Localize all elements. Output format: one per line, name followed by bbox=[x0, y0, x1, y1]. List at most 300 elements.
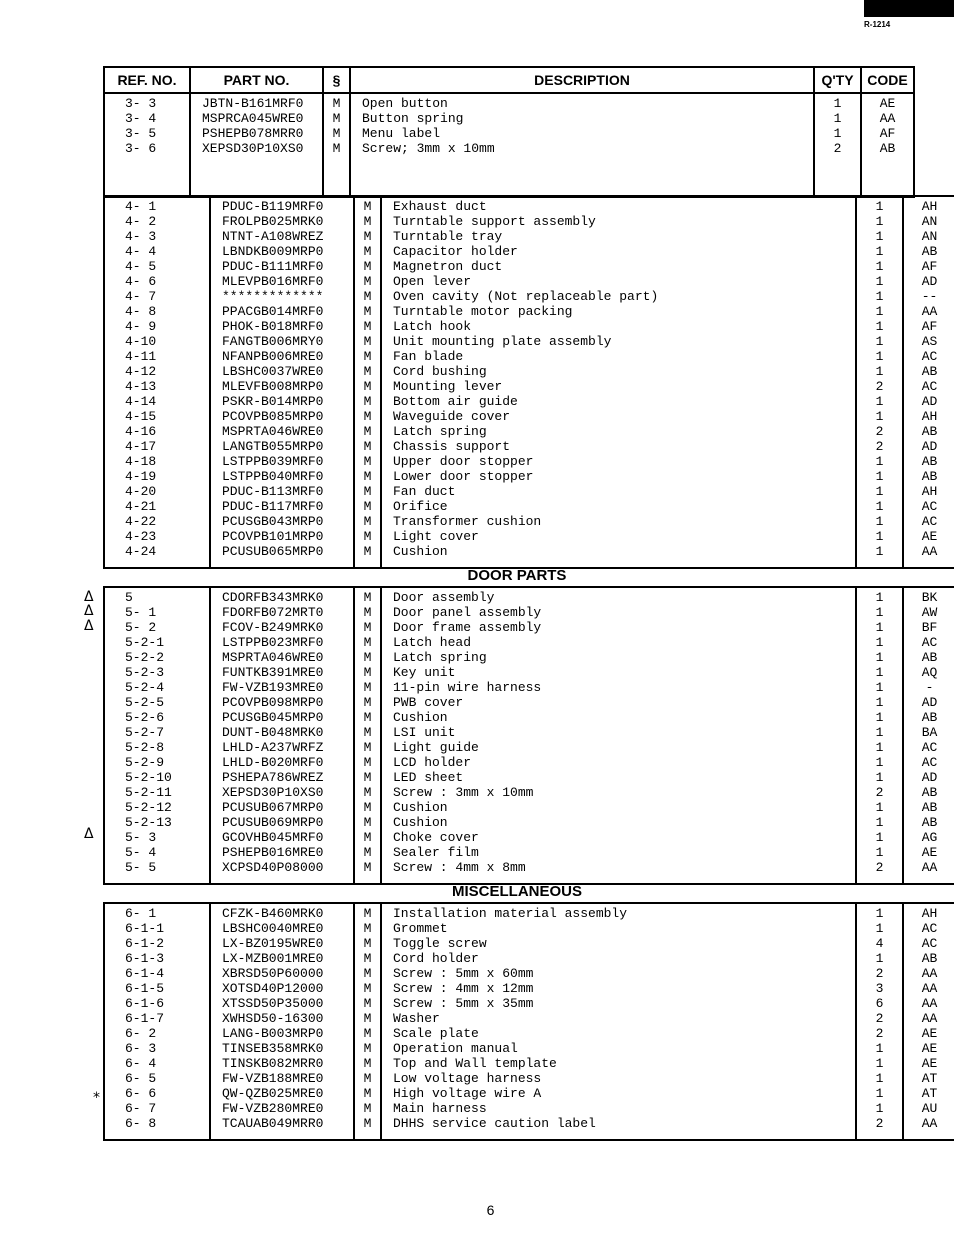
section-cell: M bbox=[354, 903, 381, 921]
empty-cell bbox=[104, 172, 190, 180]
ref-no-cell: 4- 7 bbox=[104, 289, 210, 304]
code-cell: AG bbox=[903, 830, 954, 845]
section-cell: M bbox=[354, 860, 381, 875]
table-row bbox=[104, 454, 954, 469]
table-row bbox=[104, 815, 954, 830]
qty-cell: 1 bbox=[856, 409, 903, 424]
table-row bbox=[104, 755, 954, 770]
part-no-cell: ************* bbox=[210, 289, 354, 304]
table-row bbox=[104, 424, 954, 439]
table-row bbox=[104, 1101, 954, 1116]
part-no-cell: LBSHC0040MRE0 bbox=[210, 921, 354, 936]
empty-cell bbox=[350, 180, 814, 188]
part-no-cell: LHLD-B020MRF0 bbox=[210, 755, 354, 770]
section-cell: M bbox=[354, 770, 381, 785]
table-row bbox=[104, 111, 914, 126]
code-cell: AS bbox=[903, 334, 954, 349]
section-cell: M bbox=[354, 484, 381, 499]
description-cell: Top and Wall template bbox=[381, 1056, 856, 1071]
description-cell: Capacitor holder bbox=[381, 244, 856, 259]
section-cell: M bbox=[354, 529, 381, 544]
part-no-cell: LX-MZB001MRE0 bbox=[210, 951, 354, 966]
empty-cell bbox=[861, 156, 914, 164]
section-cell: M bbox=[354, 587, 381, 605]
section-cell: M bbox=[354, 1086, 381, 1101]
table-row bbox=[104, 710, 954, 725]
description-cell: Scale plate bbox=[381, 1026, 856, 1041]
ref-no-cell: 6- 7 bbox=[104, 1101, 210, 1116]
header-qty: Q'TY bbox=[814, 67, 861, 93]
table-row bbox=[104, 469, 954, 484]
table-row bbox=[104, 635, 954, 650]
ref-no-cell: 4-23 bbox=[104, 529, 210, 544]
description-cell: Turntable support assembly bbox=[381, 214, 856, 229]
code-cell: AA bbox=[903, 544, 954, 559]
table-row bbox=[104, 334, 954, 349]
table-row bbox=[104, 409, 954, 424]
description-cell: 11-pin wire harness bbox=[381, 680, 856, 695]
part-no-cell: MLEVFB008MRP0 bbox=[210, 379, 354, 394]
code-cell: AB bbox=[903, 424, 954, 439]
ref-no-cell: 4-18 bbox=[104, 454, 210, 469]
table-row bbox=[104, 349, 954, 364]
ref-no-cell: 6- 3 bbox=[104, 1041, 210, 1056]
table-row bbox=[104, 319, 954, 334]
description-cell: Screw : 5mm x 60mm bbox=[381, 966, 856, 981]
qty-cell: 2 bbox=[856, 1026, 903, 1041]
part-no-cell: XBRSD50P60000 bbox=[210, 966, 354, 981]
part-no-cell: FW-VZB188MRE0 bbox=[210, 1071, 354, 1086]
description-cell: Latch spring bbox=[381, 650, 856, 665]
ref-no-cell: 3- 5 bbox=[104, 126, 190, 141]
qty-cell: 1 bbox=[856, 499, 903, 514]
section-cell: M bbox=[323, 141, 350, 156]
part-no-cell: PCUSGB045MRP0 bbox=[210, 710, 354, 725]
code-cell: AE bbox=[903, 1026, 954, 1041]
section-cell: M bbox=[354, 394, 381, 409]
table-filler-row bbox=[104, 172, 914, 180]
header-description: DESCRIPTION bbox=[350, 67, 814, 93]
description-cell: Orifice bbox=[381, 499, 856, 514]
ref-no-cell: 5- 1 bbox=[104, 605, 210, 620]
code-cell: AC bbox=[903, 499, 954, 514]
part-no-cell: FANGTB006MRY0 bbox=[210, 334, 354, 349]
part-no-cell: FDORFB072MRT0 bbox=[210, 605, 354, 620]
section-cell: M bbox=[354, 409, 381, 424]
code-cell: AA bbox=[903, 1116, 954, 1131]
part-no-cell: PCOVPB101MRP0 bbox=[210, 529, 354, 544]
table-row bbox=[104, 544, 954, 559]
qty-cell: 6 bbox=[856, 996, 903, 1011]
description-cell: Choke cover bbox=[381, 830, 856, 845]
ref-no-cell: 5 bbox=[104, 587, 210, 605]
description-cell: Cushion bbox=[381, 815, 856, 830]
description-cell: Screw; 3mm x 10mm bbox=[350, 141, 814, 156]
table-row bbox=[104, 785, 954, 800]
table-filler-row bbox=[104, 1131, 954, 1140]
section-cell: M bbox=[354, 244, 381, 259]
ref-no-cell: 6-1-4 bbox=[104, 966, 210, 981]
section-cell: M bbox=[354, 695, 381, 710]
section-cell: M bbox=[354, 680, 381, 695]
ref-no-cell: 6-1-1 bbox=[104, 921, 210, 936]
part-no-cell: DUNT-B048MRK0 bbox=[210, 725, 354, 740]
description-cell: Grommet bbox=[381, 921, 856, 936]
table-row bbox=[104, 966, 954, 981]
ref-no-cell: 5-2-13 bbox=[104, 815, 210, 830]
ref-no-cell: 5-2-1 bbox=[104, 635, 210, 650]
description-cell: Light cover bbox=[381, 529, 856, 544]
description-cell: Cushion bbox=[381, 710, 856, 725]
empty-cell bbox=[861, 164, 914, 172]
description-cell: Fan duct bbox=[381, 484, 856, 499]
description-cell: Turntable motor packing bbox=[381, 304, 856, 319]
code-cell: AB bbox=[903, 785, 954, 800]
code-cell: AB bbox=[903, 454, 954, 469]
section-cell: M bbox=[354, 544, 381, 559]
table-row bbox=[104, 936, 954, 951]
part-no-cell: PCOVPB098MRP0 bbox=[210, 695, 354, 710]
qty-cell: 1 bbox=[856, 815, 903, 830]
page-number: 6 bbox=[486, 1202, 495, 1218]
part-no-cell: JBTN-B161MRF0 bbox=[190, 93, 323, 111]
parts-table-door bbox=[103, 586, 954, 885]
table-row bbox=[104, 680, 954, 695]
section-cell: M bbox=[354, 650, 381, 665]
header-part-no: PART NO. bbox=[190, 67, 323, 93]
part-no-cell: PSHEPA786WREZ bbox=[210, 770, 354, 785]
part-no-cell: MSPRTA046WRE0 bbox=[210, 650, 354, 665]
table-row bbox=[104, 1011, 954, 1026]
table-header-row bbox=[104, 67, 914, 93]
part-no-cell: PCOVPB085MRP0 bbox=[210, 409, 354, 424]
ref-no-cell: 4-16 bbox=[104, 424, 210, 439]
description-cell: Screw : 5mm x 35mm bbox=[381, 996, 856, 1011]
description-cell: Unit mounting plate assembly bbox=[381, 334, 856, 349]
section-cell: M bbox=[354, 936, 381, 951]
qty-cell: 1 bbox=[856, 484, 903, 499]
description-cell: Magnetron duct bbox=[381, 259, 856, 274]
qty-cell: 1 bbox=[856, 214, 903, 229]
table-row bbox=[104, 845, 954, 860]
description-cell: Lower door stopper bbox=[381, 469, 856, 484]
model-number: R-1214 bbox=[864, 20, 891, 29]
section-cell: M bbox=[354, 499, 381, 514]
part-no-cell: XEPSD30P10XS0 bbox=[190, 141, 323, 156]
ref-no-cell: 6-1-7 bbox=[104, 1011, 210, 1026]
qty-cell: 1 bbox=[856, 229, 903, 244]
empty-cell bbox=[210, 1131, 354, 1140]
section-cell: M bbox=[354, 951, 381, 966]
code-cell: AA bbox=[903, 860, 954, 875]
code-cell: AE bbox=[861, 93, 914, 111]
ref-no-cell: 4-20 bbox=[104, 484, 210, 499]
table-row bbox=[104, 903, 954, 921]
section-cell: M bbox=[354, 921, 381, 936]
section-cell: M bbox=[354, 514, 381, 529]
table-row bbox=[104, 996, 954, 1011]
part-no-cell: PDUC-B119MRF0 bbox=[210, 196, 354, 214]
ref-no-cell: 4- 4 bbox=[104, 244, 210, 259]
ref-no-cell: 6- 5 bbox=[104, 1071, 210, 1086]
part-no-cell: FW-VZB280MRE0 bbox=[210, 1101, 354, 1116]
ref-no-cell: 5- 3 bbox=[104, 830, 210, 845]
description-cell: LSI unit bbox=[381, 725, 856, 740]
empty-cell bbox=[814, 164, 861, 172]
code-cell: AF bbox=[903, 259, 954, 274]
code-cell: AF bbox=[861, 126, 914, 141]
section-cell: M bbox=[354, 800, 381, 815]
code-cell: AE bbox=[903, 1056, 954, 1071]
ref-no-cell: 3- 3 bbox=[104, 93, 190, 111]
section-cell: M bbox=[354, 605, 381, 620]
section-cell: M bbox=[354, 830, 381, 845]
empty-cell bbox=[104, 156, 190, 164]
part-no-cell: XOTSD40P12000 bbox=[210, 981, 354, 996]
table-row bbox=[104, 229, 954, 244]
table-row bbox=[104, 830, 954, 845]
part-no-cell: PCUSUB067MRP0 bbox=[210, 800, 354, 815]
section-title-miscellaneous: MISCELLANEOUS bbox=[451, 883, 582, 900]
qty-cell: 1 bbox=[856, 770, 903, 785]
section-cell: M bbox=[354, 469, 381, 484]
section-cell: M bbox=[354, 304, 381, 319]
section-cell: M bbox=[354, 289, 381, 304]
qty-cell: 1 bbox=[856, 529, 903, 544]
table-row bbox=[104, 529, 954, 544]
ref-no-cell: 4-12 bbox=[104, 364, 210, 379]
table-filler-row bbox=[104, 156, 914, 164]
ref-no-cell: 4-10 bbox=[104, 334, 210, 349]
table-row bbox=[104, 499, 954, 514]
description-cell: Mounting lever bbox=[381, 379, 856, 394]
section-cell: M bbox=[323, 111, 350, 126]
part-no-cell: PCUSGB043MRP0 bbox=[210, 514, 354, 529]
table-row bbox=[104, 196, 954, 214]
ref-no-cell: 5-2-7 bbox=[104, 725, 210, 740]
ref-no-cell: 5- 2 bbox=[104, 620, 210, 635]
section-cell: M bbox=[354, 966, 381, 981]
empty-cell bbox=[323, 180, 350, 188]
description-cell: Oven cavity (Not replaceable part) bbox=[381, 289, 856, 304]
ref-no-cell: 4-21 bbox=[104, 499, 210, 514]
description-cell: DHHS service caution label bbox=[381, 1116, 856, 1131]
table-row bbox=[104, 800, 954, 815]
description-cell: Chassis support bbox=[381, 439, 856, 454]
code-cell: AA bbox=[903, 981, 954, 996]
code-cell: AC bbox=[903, 755, 954, 770]
code-cell: AB bbox=[861, 141, 914, 156]
description-cell: Button spring bbox=[350, 111, 814, 126]
description-cell: Door panel assembly bbox=[381, 605, 856, 620]
empty-cell bbox=[323, 172, 350, 180]
qty-cell: 1 bbox=[856, 695, 903, 710]
section-title-door-parts: DOOR PARTS bbox=[467, 567, 567, 584]
qty-cell: 1 bbox=[856, 1056, 903, 1071]
table-row bbox=[104, 394, 954, 409]
qty-cell: 1 bbox=[814, 93, 861, 111]
part-no-cell: LBSHC0037WRE0 bbox=[210, 364, 354, 379]
empty-cell bbox=[381, 1131, 856, 1140]
code-cell: AE bbox=[903, 529, 954, 544]
qty-cell: 3 bbox=[856, 981, 903, 996]
code-cell: AD bbox=[903, 770, 954, 785]
empty-cell bbox=[861, 180, 914, 188]
empty-cell bbox=[190, 172, 323, 180]
code-cell: AA bbox=[903, 304, 954, 319]
qty-cell: 2 bbox=[856, 860, 903, 875]
code-cell: AB bbox=[903, 469, 954, 484]
code-cell: AN bbox=[903, 229, 954, 244]
code-cell: AN bbox=[903, 214, 954, 229]
ref-no-cell: 3- 6 bbox=[104, 141, 190, 156]
code-cell: BF bbox=[903, 620, 954, 635]
description-cell: Open lever bbox=[381, 274, 856, 289]
corner-black-bar bbox=[864, 0, 954, 17]
table-row bbox=[104, 484, 954, 499]
ref-no-cell: 4-15 bbox=[104, 409, 210, 424]
table-row bbox=[104, 981, 954, 996]
description-cell: Open button bbox=[350, 93, 814, 111]
part-no-cell: PHOK-B018MRF0 bbox=[210, 319, 354, 334]
qty-cell: 1 bbox=[856, 1086, 903, 1101]
part-no-cell: PPACGB014MRF0 bbox=[210, 304, 354, 319]
qty-cell: 1 bbox=[856, 364, 903, 379]
section-cell: M bbox=[354, 1041, 381, 1056]
ref-no-cell: 5-2-2 bbox=[104, 650, 210, 665]
empty-cell bbox=[104, 1131, 210, 1140]
code-cell: AD bbox=[903, 394, 954, 409]
empty-cell bbox=[814, 172, 861, 180]
section-cell: M bbox=[354, 665, 381, 680]
table-row bbox=[104, 860, 954, 875]
description-cell: Installation material assembly bbox=[381, 903, 856, 921]
code-cell: AE bbox=[903, 845, 954, 860]
code-cell: AB bbox=[903, 710, 954, 725]
table-row bbox=[104, 620, 954, 635]
qty-cell: 1 bbox=[856, 319, 903, 334]
table-row bbox=[104, 1041, 954, 1056]
description-cell: Bottom air guide bbox=[381, 394, 856, 409]
code-cell: AB bbox=[903, 951, 954, 966]
code-cell: AC bbox=[903, 349, 954, 364]
empty-cell bbox=[354, 1131, 381, 1140]
ref-no-cell: 5-2-10 bbox=[104, 770, 210, 785]
description-cell: Screw : 3mm x 10mm bbox=[381, 785, 856, 800]
description-cell: LCD holder bbox=[381, 755, 856, 770]
delta-mark: Δ bbox=[84, 618, 94, 634]
description-cell: Cushion bbox=[381, 800, 856, 815]
ref-no-cell: 4-13 bbox=[104, 379, 210, 394]
qty-cell: 1 bbox=[814, 126, 861, 141]
section-cell: M bbox=[354, 635, 381, 650]
part-no-cell: PSKR-B014MRP0 bbox=[210, 394, 354, 409]
qty-cell: 2 bbox=[856, 439, 903, 454]
parts-table-group3 bbox=[103, 66, 915, 198]
part-no-cell: LANGTB055MRP0 bbox=[210, 439, 354, 454]
part-no-cell: FCOV-B249MRK0 bbox=[210, 620, 354, 635]
part-no-cell: FROLPB025MRK0 bbox=[210, 214, 354, 229]
code-cell: AC bbox=[903, 379, 954, 394]
table-row bbox=[104, 289, 954, 304]
section-cell: M bbox=[354, 996, 381, 1011]
ref-no-cell: 4-14 bbox=[104, 394, 210, 409]
qty-cell: 1 bbox=[856, 725, 903, 740]
part-no-cell: PSHEPB016MRE0 bbox=[210, 845, 354, 860]
code-cell: AB bbox=[903, 815, 954, 830]
table-row bbox=[104, 650, 954, 665]
description-cell: Latch head bbox=[381, 635, 856, 650]
description-cell: Screw : 4mm x 8mm bbox=[381, 860, 856, 875]
ref-no-cell: 4- 3 bbox=[104, 229, 210, 244]
section-cell: M bbox=[354, 755, 381, 770]
code-cell: AE bbox=[903, 1041, 954, 1056]
ref-no-cell: 4- 9 bbox=[104, 319, 210, 334]
description-cell: Cord bushing bbox=[381, 364, 856, 379]
table-row bbox=[104, 274, 954, 289]
empty-cell bbox=[104, 180, 190, 188]
part-no-cell: CDORFB343MRK0 bbox=[210, 587, 354, 605]
ref-no-cell: 6- 6 bbox=[104, 1086, 210, 1101]
code-cell: AT bbox=[903, 1071, 954, 1086]
code-cell: AA bbox=[903, 996, 954, 1011]
code-cell: AC bbox=[903, 514, 954, 529]
part-no-cell: NFANPB006MRE0 bbox=[210, 349, 354, 364]
section-cell: M bbox=[354, 1056, 381, 1071]
part-no-cell: MSPRCA045WRE0 bbox=[190, 111, 323, 126]
description-cell: Screw : 4mm x 12mm bbox=[381, 981, 856, 996]
ref-no-cell: 3- 4 bbox=[104, 111, 190, 126]
section-cell: M bbox=[354, 1026, 381, 1041]
description-cell: PWB cover bbox=[381, 695, 856, 710]
description-cell: Exhaust duct bbox=[381, 196, 856, 214]
description-cell: Washer bbox=[381, 1011, 856, 1026]
section-cell: M bbox=[323, 126, 350, 141]
qty-cell: 1 bbox=[856, 1041, 903, 1056]
qty-cell: 1 bbox=[814, 111, 861, 126]
description-cell: Key unit bbox=[381, 665, 856, 680]
parts-table-miscellaneous bbox=[103, 902, 954, 1141]
code-cell: BA bbox=[903, 725, 954, 740]
part-no-cell: QW-QZB025MRE0 bbox=[210, 1086, 354, 1101]
part-no-cell: LSTPPB040MRF0 bbox=[210, 469, 354, 484]
qty-cell: 1 bbox=[856, 544, 903, 559]
qty-cell: 1 bbox=[856, 289, 903, 304]
qty-cell: 1 bbox=[856, 665, 903, 680]
section-cell: M bbox=[354, 845, 381, 860]
empty-cell bbox=[814, 156, 861, 164]
table-row bbox=[104, 921, 954, 936]
ref-no-cell: 5-2-3 bbox=[104, 665, 210, 680]
table-body bbox=[104, 93, 914, 197]
description-cell: Waveguide cover bbox=[381, 409, 856, 424]
ref-no-cell: 5-2-9 bbox=[104, 755, 210, 770]
qty-cell: 1 bbox=[856, 394, 903, 409]
section-cell: M bbox=[354, 334, 381, 349]
ref-no-cell: 4-24 bbox=[104, 544, 210, 559]
section-cell: M bbox=[354, 379, 381, 394]
code-cell: AC bbox=[903, 936, 954, 951]
table-body bbox=[104, 196, 954, 568]
table-row bbox=[104, 93, 914, 111]
code-cell: AH bbox=[903, 196, 954, 214]
code-cell: AC bbox=[903, 635, 954, 650]
part-no-cell: PDUC-B117MRF0 bbox=[210, 499, 354, 514]
part-no-cell: CFZK-B460MRK0 bbox=[210, 903, 354, 921]
section-cell: M bbox=[354, 785, 381, 800]
empty-cell bbox=[350, 172, 814, 180]
code-cell: AW bbox=[903, 605, 954, 620]
